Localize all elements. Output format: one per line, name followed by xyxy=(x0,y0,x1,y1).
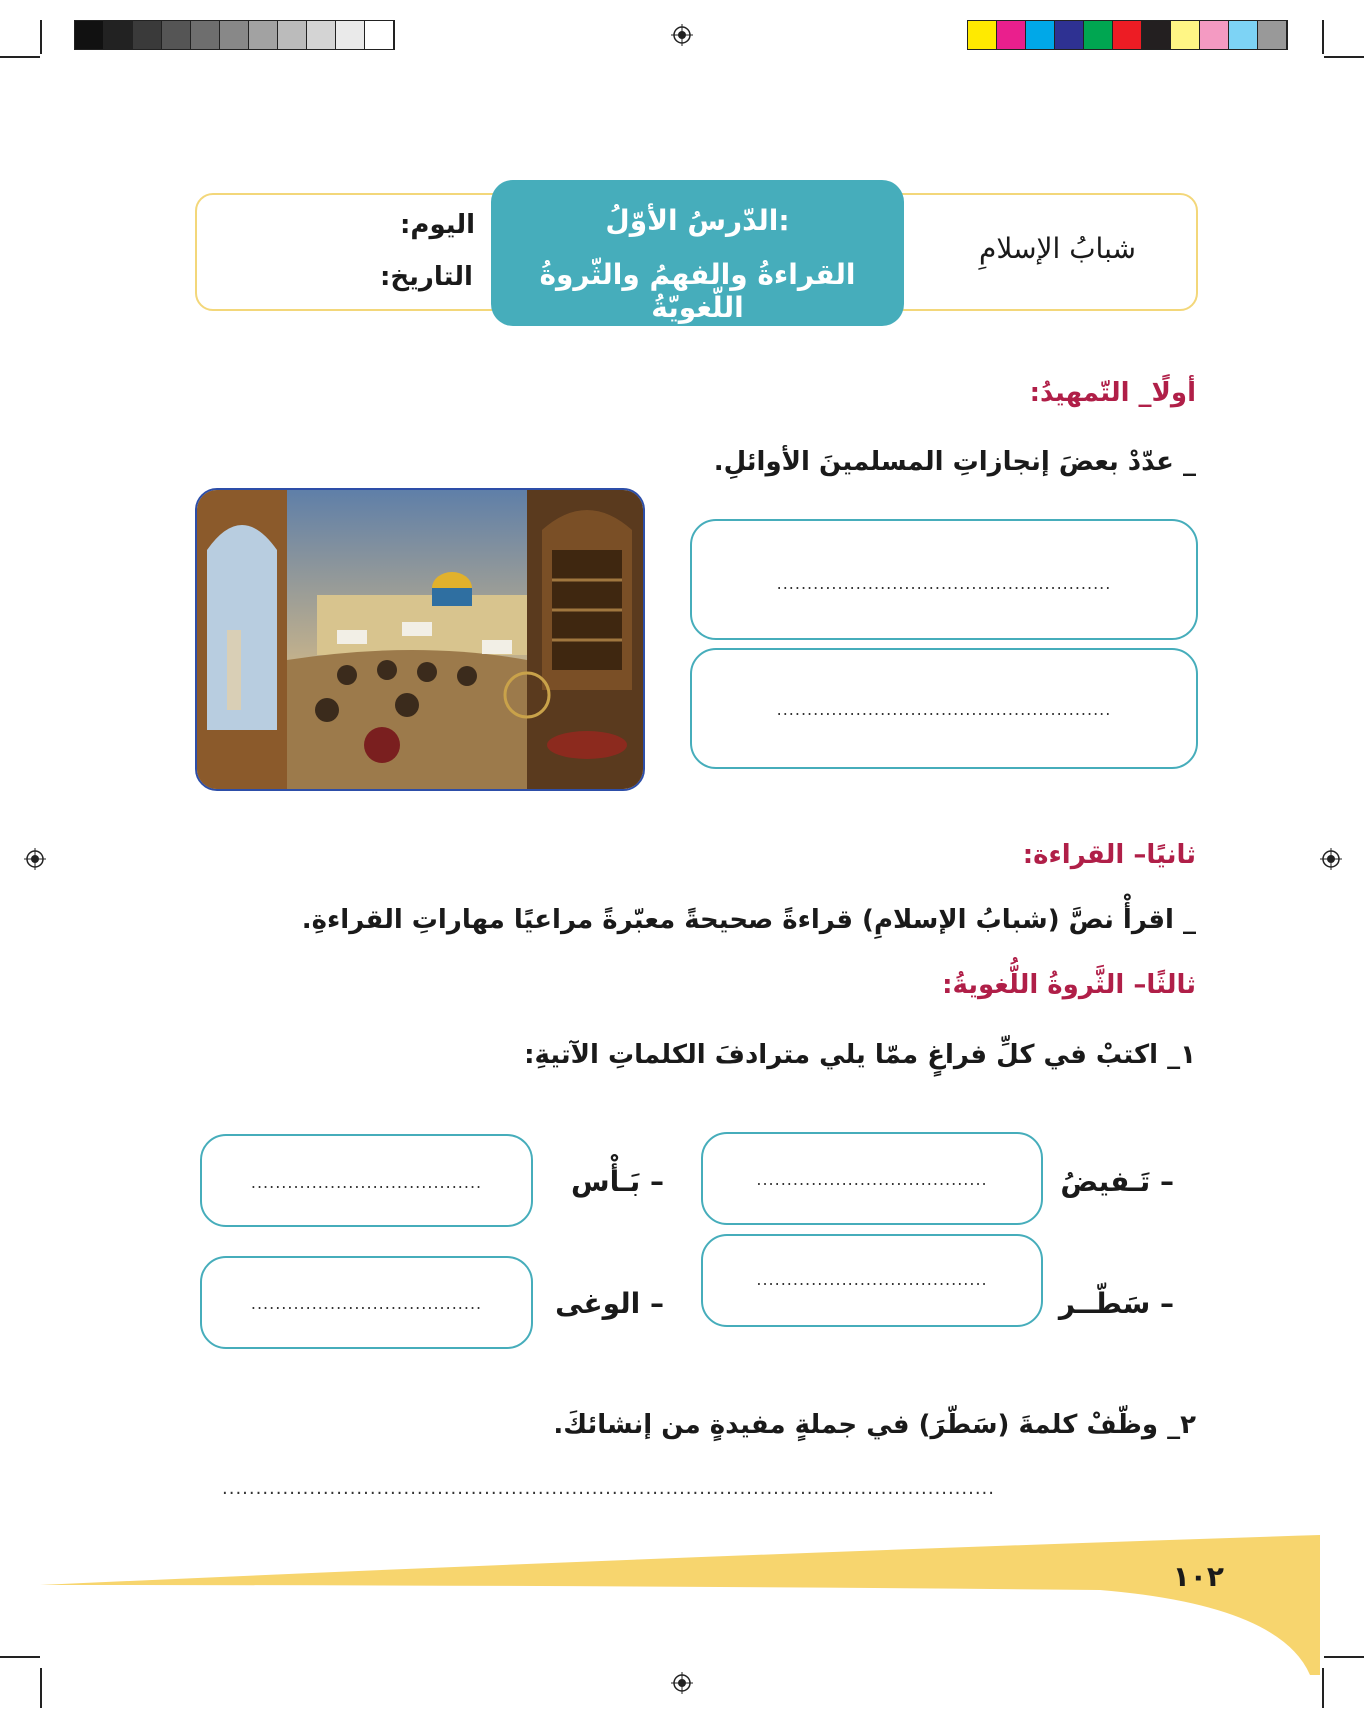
synonym-answer-box[interactable] xyxy=(200,1256,533,1349)
date-label: التاريخ: xyxy=(380,262,473,292)
vocab-word: – الوغى xyxy=(555,1287,664,1320)
sentence-answer-line[interactable]: ................................................................................................................... xyxy=(222,1478,995,1499)
lesson-heading: الدّرسُ الأوّلُ: xyxy=(605,204,790,237)
answer-dots: ...................................... xyxy=(756,1270,988,1289)
answer-box-achievement-1[interactable] xyxy=(690,519,1198,640)
registration-mark-icon xyxy=(24,848,46,870)
crop-mark xyxy=(1324,56,1364,58)
vocab-word: – بَـأْس xyxy=(571,1165,664,1198)
crop-mark xyxy=(40,20,42,54)
unit-title: شبابُ الإسلامِ xyxy=(979,232,1136,265)
day-label: اليوم: xyxy=(400,210,476,240)
answer-dots: ....................................................... xyxy=(776,700,1112,719)
synonym-answer-box[interactable] xyxy=(200,1134,533,1227)
synonym-answer-box[interactable] xyxy=(701,1234,1043,1327)
page-number: ١٠٢ xyxy=(1172,1560,1224,1593)
synonym-answer-box[interactable] xyxy=(701,1132,1043,1225)
color-calibration-strip xyxy=(967,20,1288,50)
instruction-warmup: _ عدّدْ بعضَ إنجازاتِ المسلمينَ الأوائلِ. xyxy=(713,447,1196,477)
registration-mark-icon xyxy=(671,1672,693,1694)
vocab-word: – تَـفيضُ xyxy=(1060,1165,1174,1198)
answer-dots: ....................................................... xyxy=(776,574,1112,593)
crop-mark xyxy=(1322,20,1324,54)
answer-dots: ...................................... xyxy=(250,1173,483,1192)
answer-dots: ...................................... xyxy=(250,1294,483,1313)
crop-mark xyxy=(0,56,40,58)
answer-dots: ...................................... xyxy=(756,1170,988,1189)
instruction-reading: _ اقرأْ نصَّ (شبابُ الإسلامِ) قراءةً صحيحةً معبّرةً مراعيًا مهاراتِ القراءةِ. xyxy=(301,905,1196,935)
footer-band xyxy=(0,1525,1364,1675)
section-title-warmup: أولًا_ التّمهيدُ: xyxy=(1029,378,1196,408)
historic-scene-illustration xyxy=(197,490,645,791)
lesson-subtitle: القراءةُ والفهمُ والثّروةُ اللّغويّةُ xyxy=(539,258,856,324)
registration-mark-icon xyxy=(1320,848,1342,870)
section-title-vocabulary: ثالثًا– الثَّروةُ اللُّغويةُ: xyxy=(942,970,1196,1000)
lesson-title-tab xyxy=(491,180,904,326)
instruction-synonyms: ١_ اكتبْ في كلِّ فراغٍ ممّا يلي مترادفَ الكلماتِ الآتيةِ: xyxy=(524,1040,1196,1070)
registration-mark-icon xyxy=(671,24,693,46)
instruction-sentence: ٢_ وظّفْ كلمةَ (سَطّرَ) في جملةٍ مفيدةٍ من إنشائكَ. xyxy=(553,1410,1196,1440)
answer-box-achievement-2[interactable] xyxy=(690,648,1198,769)
section-title-reading: ثانيًا– القراءة: xyxy=(1022,840,1196,870)
illustration xyxy=(195,488,645,791)
gray-calibration-strip xyxy=(74,20,395,50)
vocab-word: – سَطّــر xyxy=(1058,1287,1174,1320)
